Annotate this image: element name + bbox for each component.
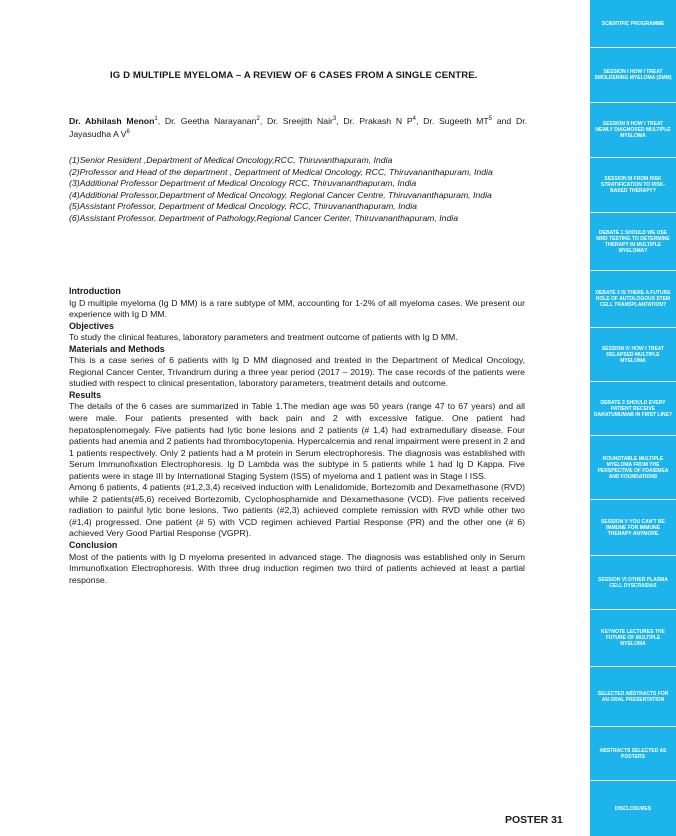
author-name: Dr. Jayasudha A V	[69, 116, 528, 139]
author-name: Dr. Abhilash Menon	[69, 116, 155, 126]
author-sep: ,	[416, 116, 424, 126]
sidebar-item-session-4[interactable]	[590, 328, 676, 382]
sidebar-item-label: SESSION II HOW I TREAT NEWLY DIAGNOSED MULTIPLE MYELOMA	[595, 121, 671, 139]
affiliation: (1)Senior Resident ,Department of Medical Oncology,RCC, Thiruvanthapuram, India	[69, 155, 393, 165]
sidebar-item-debate-1[interactable]	[590, 213, 676, 271]
conclusion-text: Most of the patients with Ig D myeloma presented in advanced stage. The diagnosis was established only in Serum Immunofixation Electrophoresis. With three drug induction regimen two third of patients achieved at least a partial response.	[69, 551, 525, 585]
sidebar-item-label: DEBATE 2 IS THERE A FUTURE ROLE OF AUTOLOGOUS STEM CELL TRANSPLANTATION?	[595, 290, 671, 308]
methods-heading: Materials and Methods	[69, 343, 165, 354]
sidebar-item-label: SESSION I HOW I TREAT SMOLDERING MYELOMA (SMM)	[594, 69, 672, 81]
sidebar-item-scientific-programme[interactable]	[590, 0, 676, 48]
sidebar-item-label: SESSION VI OTHER PLASMA CELL DYSCRASIAS	[598, 576, 668, 589]
sidebar-item-session-6[interactable]	[590, 556, 676, 610]
introduction-heading: Introduction	[69, 286, 121, 296]
sidebar-item-session-3[interactable]	[590, 158, 676, 213]
affiliation: (3)Additional Professor Department of Medical Oncology RCC, Thiruvananthapuram, India	[69, 178, 417, 189]
section-sidebar	[590, 0, 676, 836]
author-sup: 2	[256, 116, 260, 123]
results-text: Among 6 patients, 4 patients (#1,2,3,4) received induction with Lenalidomide, Bortezomib and Dexamethasone (RVD) while 2 patients(#5,6) received Bortezomib, Cyclophosphamide and Dexamethasone (VCD). Five patients received radiation to painful lytic bone lesions. Two patients (#2,3) achieved complete remission with RVD while other two (#1,4) progressed. One patient (# 5) with VCD regimen achieved Partial Response (PR) and the other one (# 6) achieved Very Good Partial Response (VGPR).	[69, 482, 525, 539]
sidebar-item-label: SESSION IV HOW I TREAT RELAPSED MULTIPLE MYELOMA	[601, 345, 665, 364]
affiliation: (6)Assistant Professor, Department of Pathology,Regional Cancer Center, Thiruvananthapuram, India	[69, 212, 459, 223]
author-sup: 6	[126, 128, 130, 135]
author-sep: ,	[157, 116, 165, 126]
author-name: Dr. Geetha Narayanan	[164, 116, 257, 126]
affiliation: (2)Professor and Head of the department , Department of Medical Oncology, RCC, Thiruvananthapuram, India	[69, 166, 493, 177]
sidebar-item-label: DEBATE 3 SHOULD EVERY PATIENT RECEIVE DARATUMUMAB IN FIRST LINE?	[594, 399, 672, 418]
author-list	[69, 115, 527, 140]
sidebar-item-label: SESSION III FROM RISK STRATIFICATION TO RISK-BASED THERAPY?	[600, 176, 666, 194]
sidebar-item-debate-2[interactable]	[590, 271, 676, 328]
results-heading: Results	[69, 389, 102, 400]
author-sup: 1	[154, 116, 158, 123]
methods-text: This is a case series of 6 patients with Ig D MM diagnosed and treated in the Department of Medical Oncology, Regional Cancer Center, Trivandrum during a three year period (2017 – 2019). The case records of the patients were studied with respect to clinical presentation, laboratory parameters, treatment details and outcome.	[69, 355, 525, 389]
affiliation-list	[69, 155, 525, 225]
sidebar-item-session-5[interactable]	[590, 500, 676, 556]
sidebar-item-label: SCIENTIFIC PROGRAMME	[601, 20, 665, 27]
author-sep: ,	[336, 116, 344, 126]
sidebar-item-label: KEYNOTE LECTURES THE FUTURE OF MULTIPLE MYELOMA	[601, 629, 665, 647]
sidebar-item-selected-abstracts-oral[interactable]	[590, 667, 676, 727]
author-sep: ,	[259, 116, 267, 126]
introduction-text: Ig D multiple myeloma (Ig D MM) is a rare subtype of MM, accounting for 1-2% of all myeloma cases. We present our experience with Ig D MM.	[69, 297, 525, 320]
author-sup: 3	[332, 116, 337, 123]
sidebar-item-abstracts-posters[interactable]	[590, 727, 676, 781]
abstract-body	[69, 286, 525, 586]
author-sep: and	[491, 116, 516, 126]
author-sup: 4	[412, 116, 416, 123]
sidebar-item-label: DEBATE 1 SHOULD WE USE MRD TESTING TO DETERMINE THERAPY IN MULTIPLE MYELOMA?	[596, 229, 670, 254]
results-text: The details of the 6 cases are summarized in Table 1.The median age was 50 years (range 47 to 67 years) and all were male. Four patients presented with back pain and 2 with excessive fatigue. One patient had hepatosplenomegaly. Five patients had lytic bone lesions and 2 patients (# 1,4) had extramedullary disease. Four patients had anemia and 2 patients had thrombocytopenia. Hypercalcemia and renal impairment were present in 2 and 1 patients respectively. Only 2 patients had a M protein in Serum electrophoresis. The diagnosis was established with Serum Immunofixation Electrophoresis. Ig D Lambda was the subtype in 5 patients while 1 had Ig D Kappa. Five patients were in stage III by International Staging System (ISS) of myeloma and 1 patient was in Stage I ISS.	[69, 401, 525, 481]
sidebar-item-label: ROUNDTABLE MULTIPLE MYELOMA FROM THE PERSPECTIVE OF FDA/EMEA AND FOUNDATIONS	[597, 455, 669, 480]
conclusion-heading: Conclusion	[69, 540, 118, 551]
sidebar-item-label: SESSION V YOU CAN'T BE IMMUNE FOR IMMUNE THERAPY ANYMORE	[601, 518, 665, 537]
sidebar-item-label: SELECTED ABSTRACTS FOR AN ORAL PRESENTATION	[597, 690, 669, 703]
objectives-text: To study the clinical features, laboratory parameters and treatment outcome of patients with Ig D MM.	[69, 332, 458, 343]
sidebar-item-debate-3[interactable]	[590, 382, 676, 436]
affiliation: (5)Assistant Professor, Department of Medical Oncology, RCC, Thiruvananthapuram, India	[69, 201, 417, 212]
sidebar-item-disclosures[interactable]	[590, 781, 676, 836]
sidebar-item-label: DISCLOSURES	[614, 805, 652, 812]
author-name: Dr. Sugeeth MT	[423, 116, 489, 126]
abstract-title: IG D MULTIPLE MYELOMA – A REVIEW OF 6 CASES FROM A SINGLE CENTRE.	[110, 70, 478, 81]
sidebar-item-session-2[interactable]	[590, 103, 676, 158]
author-sup: 5	[488, 116, 492, 123]
affiliation: (4)Additional Professor,Department of Medical Oncology, Regional Cancer Centre, Thiruvananthapuram, India	[69, 189, 492, 200]
sidebar-item-label: ABSTRACTS SELECTED AS POSTERS	[599, 747, 667, 760]
objectives-heading: Objectives	[69, 320, 114, 331]
author-name: Dr. Prakash N P	[343, 116, 413, 126]
sidebar-item-session-1[interactable]	[590, 48, 676, 103]
sidebar-item-keynote-lectures[interactable]	[590, 610, 676, 667]
sidebar-item-roundtable[interactable]	[590, 436, 676, 500]
poster-number: POSTER 31	[505, 814, 563, 826]
author-name: Dr. Sreejith Nair	[266, 116, 333, 126]
